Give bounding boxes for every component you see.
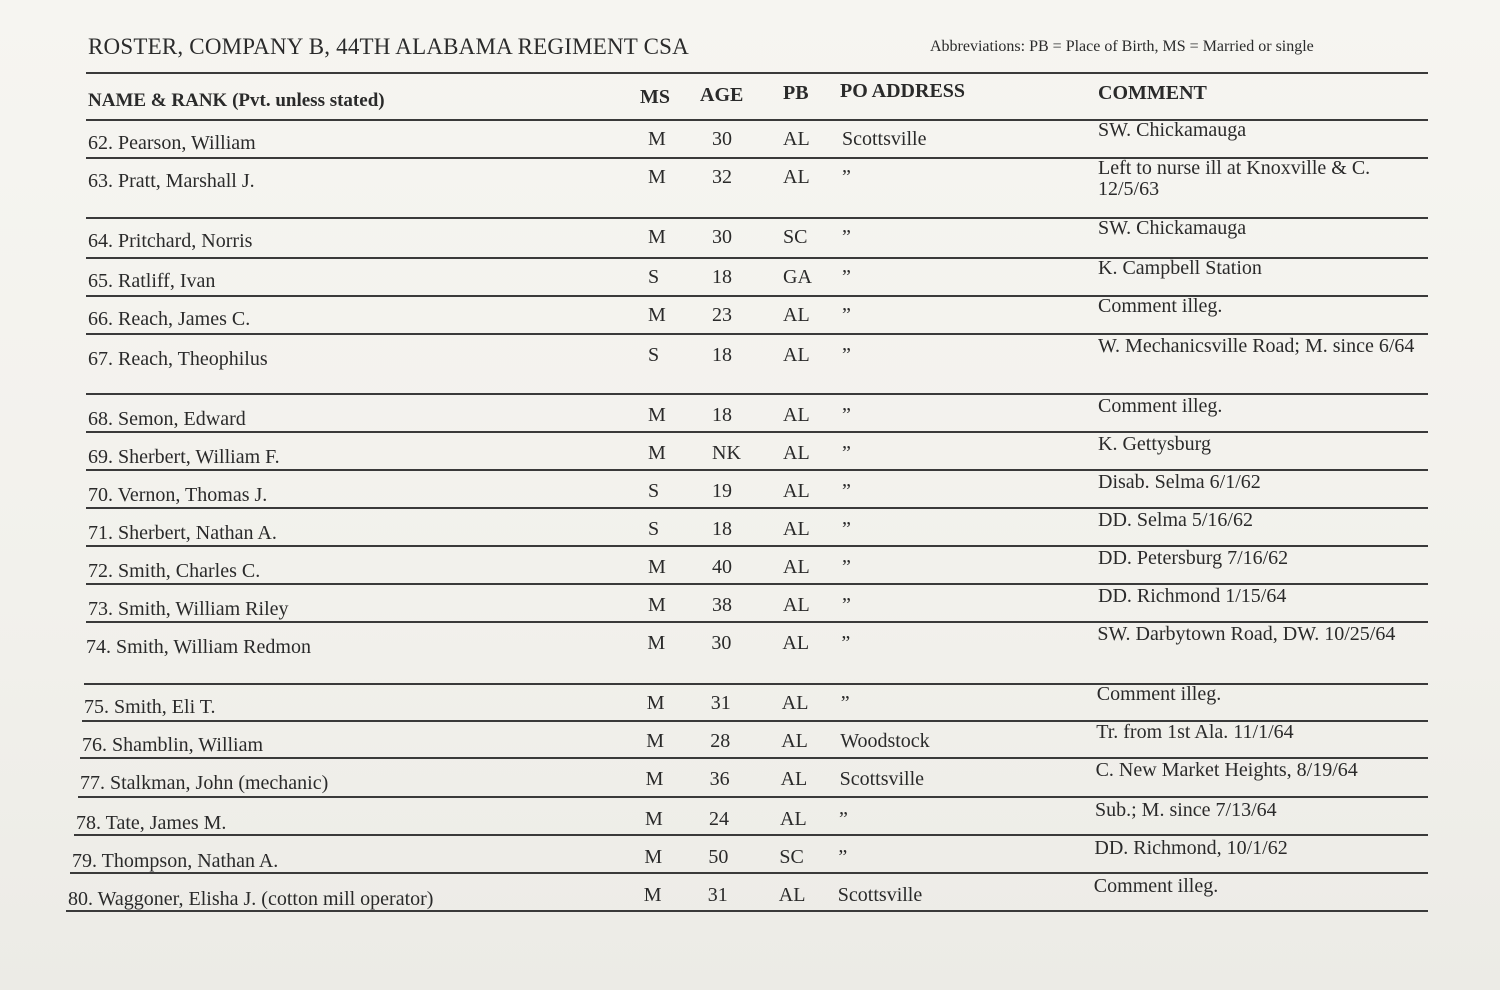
roster-ms: M	[645, 808, 663, 830]
roster-name: 63. Pratt, Marshall J.	[88, 170, 255, 192]
roster-comment: W. Mechanicsville Road; M. since 6/64	[1098, 335, 1415, 357]
roster-ms: M	[648, 442, 666, 464]
roster-po: ”	[842, 518, 851, 540]
roster-age: 19	[712, 480, 732, 502]
roster-comment: SW. Chickamauga	[1098, 119, 1247, 141]
roster-ms: S	[648, 518, 660, 540]
roster-age: 30	[712, 128, 732, 150]
roster-name: 72. Smith, Charles C.	[88, 560, 261, 582]
roster-po: ”	[841, 632, 851, 654]
roster-ms: M	[648, 594, 666, 616]
roster-pb: SC	[779, 846, 804, 868]
roster-age: NK	[712, 442, 741, 464]
roster-comment: Left to nurse ill at Knoxville & C. 12/5/63	[1098, 157, 1371, 200]
roster-po: ”	[839, 808, 848, 830]
roster-comment: Comment illeg.	[1098, 395, 1223, 417]
roster-pb: AL	[783, 556, 810, 578]
roster-name: 64. Pritchard, Norris	[88, 230, 253, 252]
header-age: AGE	[700, 84, 744, 106]
roster-pb: AL	[778, 884, 806, 906]
roster-comment: Disab. Selma 6/1/62	[1098, 471, 1261, 493]
roster-po: ”	[842, 344, 851, 366]
roster-ms: M	[648, 556, 666, 578]
row-rule	[66, 910, 1428, 912]
roster-comment: Comment illeg.	[1093, 875, 1219, 897]
roster-comment: DD. Richmond, 10/1/62	[1094, 837, 1288, 859]
roster-age: 18	[712, 266, 732, 288]
header-ms: MS	[640, 86, 670, 108]
roster-age: 36	[709, 768, 730, 790]
header-po-address: PO ADDRESS	[840, 80, 966, 102]
top-rule	[86, 72, 1428, 74]
roster-ms: M	[644, 846, 663, 868]
roster-age: 32	[712, 166, 732, 188]
roster-comment: SW. Darbytown Road, DW. 10/25/64	[1097, 623, 1396, 645]
roster-name: 80. Waggoner, Elisha J. (cotton mill operator)	[68, 888, 434, 910]
roster-name: 78. Tate, James M.	[76, 812, 227, 834]
roster-name: 68. Semon, Edward	[88, 408, 246, 430]
row-rule	[74, 834, 1428, 836]
roster-age: 30	[711, 632, 732, 654]
abbreviations-note: Abbreviations: PB = Place of Birth, MS = Married or single	[930, 38, 1314, 55]
header-comment: COMMENT	[1098, 82, 1207, 104]
roster-ms: M	[643, 884, 662, 906]
roster-ms: M	[647, 632, 666, 654]
roster-age: 23	[712, 304, 732, 326]
roster-ms: M	[648, 226, 666, 248]
roster-age: 30	[712, 226, 732, 248]
roster-ms: S	[648, 480, 660, 502]
roster-age: 24	[709, 808, 729, 830]
roster-age: 18	[712, 518, 732, 540]
roster-po: Scottsville	[837, 884, 923, 906]
roster-ms: M	[646, 730, 664, 752]
row-rule	[86, 393, 1428, 395]
roster-comment: Tr. from 1st Ala. 11/1/64	[1096, 721, 1294, 743]
roster-pb: AL	[781, 730, 808, 752]
roster-pb: AL	[783, 518, 810, 540]
roster-age: 40	[712, 556, 732, 578]
roster-pb: AL	[783, 128, 810, 150]
roster-pb: AL	[783, 480, 810, 502]
roster-name: 67. Reach, Theophilus	[88, 348, 268, 370]
roster-comment: SW. Chickamauga	[1098, 217, 1247, 239]
roster-pb: AL	[783, 304, 810, 326]
roster-po: ”	[842, 594, 851, 616]
roster-name: 74. Smith, William Redmon	[86, 636, 311, 658]
roster-po: Scottsville	[839, 768, 925, 790]
roster-pb: AL	[780, 808, 807, 830]
roster-po: ”	[840, 692, 850, 714]
roster-pb: AL	[783, 404, 810, 426]
roster-po: ”	[842, 266, 851, 288]
roster-age: 38	[712, 594, 732, 616]
roster-name: 66. Reach, James C.	[88, 308, 251, 330]
roster-name: 71. Sherbert, Nathan A.	[88, 522, 277, 544]
roster-age: 31	[710, 692, 731, 714]
roster-po: ”	[842, 480, 851, 502]
roster-comment: C. New Market Heights, 8/19/64	[1095, 759, 1358, 781]
roster-pb: AL	[783, 594, 810, 616]
roster-comment: K. Gettysburg	[1098, 433, 1211, 455]
roster-po: ”	[842, 404, 851, 426]
roster-po: Scottsville	[842, 128, 927, 150]
roster-age: 28	[710, 730, 731, 752]
row-rule	[78, 796, 1428, 798]
roster-name: 73. Smith, William Riley	[88, 598, 289, 620]
roster-name: 69. Sherbert, William F.	[88, 446, 280, 468]
roster-comment: Sub.; M. since 7/13/64	[1095, 799, 1277, 821]
roster-ms: M	[648, 304, 666, 326]
row-rule	[70, 872, 1428, 874]
roster-name: 76. Shamblin, William	[82, 734, 264, 756]
roster-name: 75. Smith, Eli T.	[84, 696, 216, 718]
roster-name: 65. Ratliff, Ivan	[88, 270, 216, 292]
roster-name: 77. Stalkman, John (mechanic)	[80, 772, 329, 794]
roster-name: 70. Vernon, Thomas J.	[88, 484, 268, 506]
roster-age: 31	[707, 884, 728, 906]
roster-po: ”	[838, 846, 848, 868]
roster-ms: M	[646, 692, 665, 714]
roster-pb: AL	[783, 166, 810, 188]
row-rule	[86, 431, 1428, 433]
roster-comment: K. Campbell Station	[1098, 257, 1262, 279]
roster-comment: Comment illeg.	[1096, 683, 1222, 705]
roster-comment: DD. Selma 5/16/62	[1098, 509, 1253, 531]
roster-ms: S	[648, 266, 660, 288]
roster-pb: SC	[783, 226, 808, 248]
page-title: ROSTER, COMPANY B, 44TH ALABAMA REGIMENT CSA	[88, 34, 689, 59]
roster-comment: DD. Richmond 1/15/64	[1098, 585, 1287, 607]
roster-pb: AL	[781, 692, 809, 714]
roster-name: 62. Pearson, William	[88, 132, 256, 154]
header-pb: PB	[783, 82, 809, 104]
roster-po: ”	[842, 226, 851, 248]
roster-pb: AL	[783, 442, 810, 464]
roster-age: 50	[708, 846, 729, 868]
roster-ms: M	[648, 404, 666, 426]
roster-pb: AL	[783, 344, 810, 366]
roster-pb: AL	[782, 632, 810, 654]
roster-ms: M	[645, 768, 664, 790]
roster-age: 18	[712, 404, 732, 426]
roster-ms: S	[648, 344, 660, 366]
roster-comment: DD. Petersburg 7/16/62	[1098, 547, 1289, 569]
roster-age: 18	[712, 344, 732, 366]
roster-ms: M	[648, 166, 666, 188]
roster-pb: GA	[783, 266, 812, 288]
roster-name: 79. Thompson, Nathan A.	[72, 850, 279, 872]
roster-pb: AL	[780, 768, 808, 790]
header-name: NAME & RANK (Pvt. unless stated)	[88, 90, 385, 111]
roster-ms: M	[648, 128, 666, 150]
roster-po: ”	[842, 304, 851, 326]
roster-po: ”	[842, 166, 851, 188]
roster-comment: Comment illeg.	[1098, 295, 1223, 317]
roster-po: ”	[842, 442, 851, 464]
roster-po: ”	[842, 556, 851, 578]
roster-po: Woodstock	[840, 730, 930, 752]
